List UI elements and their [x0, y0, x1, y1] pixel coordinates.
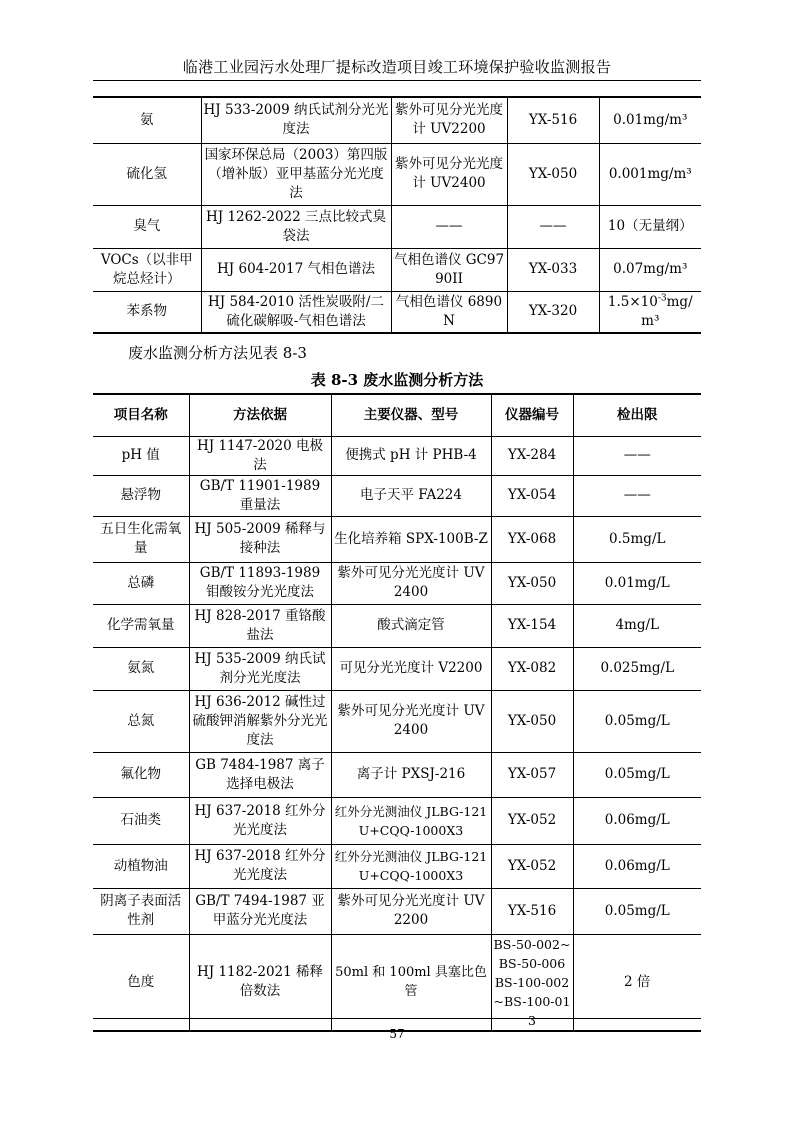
cell-instrument: 气相色谱仪 6890N: [391, 291, 507, 333]
table-row: [93, 97, 701, 143]
page-number: 57: [389, 1027, 405, 1041]
cell-item: 总氮: [93, 690, 189, 752]
cell-instrument: ——: [391, 205, 507, 248]
cell-limit: 0.025mg/L: [573, 647, 701, 690]
cell-item: 臭气: [93, 205, 201, 248]
cell-method: HJ 1262-2022 三点比较式臭袋法: [201, 205, 391, 248]
cell-limit: ——: [573, 475, 701, 516]
cell-item: 总磷: [93, 562, 189, 604]
table-row: [93, 647, 701, 690]
cell-limit: [599, 291, 701, 333]
cell-method: HJ 637-2018 红外分光光度法: [189, 797, 331, 844]
header-rule: [93, 80, 701, 81]
cell-method: HJ 505-2009 稀释与接种法: [189, 516, 331, 562]
cell-code: YX-050: [491, 562, 573, 604]
cell-instrument: 生化培养箱 SPX-100B-Z: [331, 516, 491, 562]
table-row: [93, 291, 701, 333]
column-header: 项目名称: [93, 394, 189, 436]
table-row: [93, 797, 701, 844]
cell-item: VOCs（以非甲烷总烃计）: [93, 248, 201, 291]
cell-instrument: 紫外可见分光光度计 UV2400: [331, 562, 491, 604]
cell-instrument: 便携式 pH 计 PHB-4: [331, 436, 491, 475]
table-row: [93, 888, 701, 934]
cell-limit: 10（无量纲）: [599, 205, 701, 248]
cell-code: YX-082: [491, 647, 573, 690]
cell-method: GB/T 11901-1989 重量法: [189, 475, 331, 516]
cell-method: HJ 1182-2021 稀释倍数法: [189, 934, 331, 1031]
table-row: [93, 248, 701, 291]
cell-instrument: 红外分光测油仪 JLBG-121U+CQQ-1000X3: [331, 844, 491, 888]
cell-item: 阴离子表面活性剂: [93, 888, 189, 934]
limit-base: 1.5×10: [607, 293, 658, 310]
cell-instrument: 紫外可见分光光度计 UV2400: [331, 690, 491, 752]
table-row: [93, 205, 701, 248]
cell-method: GB/T 11893-1989 钼酸铵分光光度法: [189, 562, 331, 604]
column-header: 主要仪器、型号: [331, 394, 491, 436]
table-row: [93, 516, 701, 562]
cell-item: 氨氮: [93, 647, 189, 690]
limit-exponent: -3: [657, 293, 667, 304]
cell-instrument: 酸式滴定管: [331, 604, 491, 647]
table-caption: 表 8-3 废水监测分析方法: [310, 371, 484, 389]
cell-method: HJ 637-2018 红外分光光度法: [189, 844, 331, 888]
cell-item: 动植物油: [93, 844, 189, 888]
cell-code: YX-050: [491, 690, 573, 752]
limit-unit: mg/m³: [641, 293, 693, 329]
cell-instrument: 电子天平 FA224: [331, 475, 491, 516]
cell-limit: 0.05mg/L: [573, 888, 701, 934]
footer-rule: [93, 1018, 701, 1019]
cell-instrument: 可见分光光度计 V2200: [331, 647, 491, 690]
table-row: [93, 690, 701, 752]
table-row: [93, 143, 701, 205]
cell-limit: 0.001mg/m³: [599, 143, 701, 205]
cell-item: 氟化物: [93, 752, 189, 797]
cell-code: YX-068: [491, 516, 573, 562]
cell-limit: 0.01mg/L: [573, 562, 701, 604]
cell-limit: 0.06mg/L: [573, 797, 701, 844]
cell-code: YX-516: [507, 97, 599, 143]
wastewater-methods-table: [93, 393, 701, 1032]
cell-code: YX-320: [507, 291, 599, 333]
cell-limit: 0.05mg/L: [573, 752, 701, 797]
table-row: [93, 844, 701, 888]
table-header-row: [93, 394, 701, 436]
cell-code: YX-057: [491, 752, 573, 797]
cell-item: pH 值: [93, 436, 189, 475]
cell-limit: 0.06mg/L: [573, 844, 701, 888]
air-methods-table: [93, 96, 701, 334]
cell-limit: 0.01mg/m³: [599, 97, 701, 143]
cell-code: YX-054: [491, 475, 573, 516]
cell-code: YX-052: [491, 844, 573, 888]
cell-instrument: 50ml 和 100ml 具塞比色管: [331, 934, 491, 1031]
table-row: [93, 752, 701, 797]
cell-item: 氨: [93, 97, 201, 143]
cell-method: HJ 533-2009 纳氏试剂分光光度法: [201, 97, 391, 143]
cell-instrument: 紫外可见分光光度计 UV2200: [331, 888, 491, 934]
cell-item: 硫化氢: [93, 143, 201, 205]
cell-method: 国家环保总局（2003）第四版（增补版）亚甲基蓝分光光度法: [201, 143, 391, 205]
table-row: [93, 934, 701, 1031]
column-header: 仪器编号: [491, 394, 573, 436]
cell-method: HJ 535-2009 纳氏试剂分光光度法: [189, 647, 331, 690]
cell-item: 色度: [93, 934, 189, 1031]
cell-code: ——: [507, 205, 599, 248]
cell-limit: 0.07mg/m³: [599, 248, 701, 291]
cell-limit: 0.05mg/L: [573, 690, 701, 752]
cell-code: YX-516: [491, 888, 573, 934]
cell-item: 五日生化需氧量: [93, 516, 189, 562]
cell-instrument: 气相色谱仪 GC9790II: [391, 248, 507, 291]
cell-method: HJ 636-2012 碱性过硫酸钾消解紫外分光光度法: [189, 690, 331, 752]
cell-instrument: 离子计 PXSJ-216: [331, 752, 491, 797]
table-row: [93, 604, 701, 647]
cell-item: 石油类: [93, 797, 189, 844]
cell-instrument: 紫外可见分光光度计 UV2200: [391, 97, 507, 143]
cell-limit: 4mg/L: [573, 604, 701, 647]
cell-instrument: 红外分光测油仪 JLBG-121U+CQQ-1000X3: [331, 797, 491, 844]
table-row: [93, 436, 701, 475]
table-row: [93, 475, 701, 516]
table-row: [93, 562, 701, 604]
cell-method: HJ 1147-2020 电极法: [189, 436, 331, 475]
cell-code: YX-052: [491, 797, 573, 844]
cell-limit: 0.5mg/L: [573, 516, 701, 562]
cell-method: HJ 584-2010 活性炭吸附/二硫化碳解吸-气相色谱法: [201, 291, 391, 333]
cell-method: GB/T 7494-1987 亚甲蓝分光光度法: [189, 888, 331, 934]
cell-code: YX-154: [491, 604, 573, 647]
cell-limit: ——: [573, 436, 701, 475]
cell-method: HJ 604-2017 气相色谱法: [201, 248, 391, 291]
cell-method: GB 7484-1987 离子选择电极法: [189, 752, 331, 797]
cell-item: 苯系物: [93, 291, 201, 333]
cell-item: 悬浮物: [93, 475, 189, 516]
cell-limit: 2 倍: [573, 934, 701, 1031]
page-header: 临港工业园污水处理厂提标改造项目竣工环境保护验收监测报告: [182, 58, 612, 76]
cell-code: YX-033: [507, 248, 599, 291]
cell-method: HJ 828-2017 重铬酸盐法: [189, 604, 331, 647]
cell-code: YX-050: [507, 143, 599, 205]
note-text: 废水监测分析方法见表 8-3: [128, 344, 307, 362]
column-header: 方法依据: [189, 394, 331, 436]
cell-code: BS-50-002~BS-50-006 BS-100-002~BS-100-013: [491, 934, 573, 1031]
cell-code: YX-284: [491, 436, 573, 475]
cell-instrument: 紫外可见分光光度计 UV2400: [391, 143, 507, 205]
column-header: 检出限: [573, 394, 701, 436]
cell-item: 化学需氧量: [93, 604, 189, 647]
